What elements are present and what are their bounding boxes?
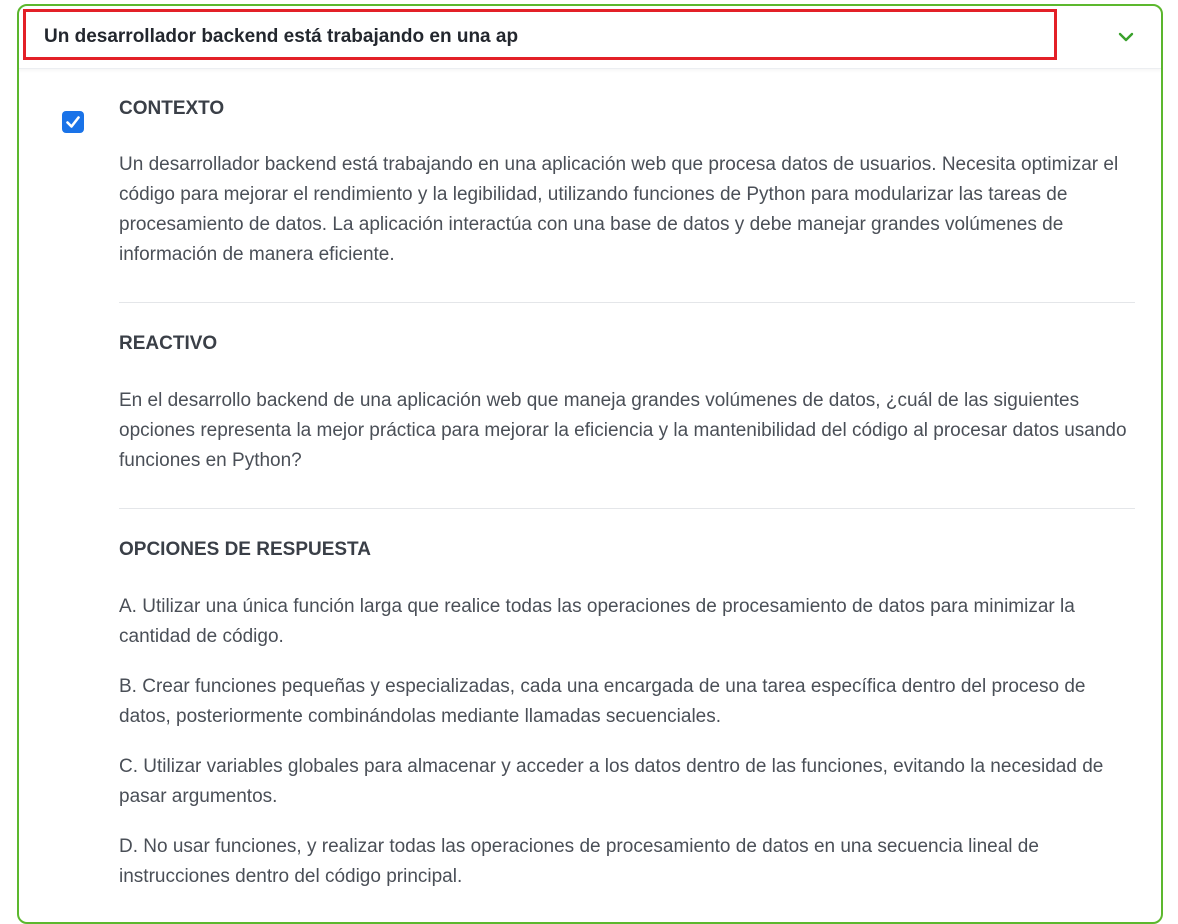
reactivo-text: En el desarrollo backend de una aplicación web que maneja grandes volúmenes de datos, ¿cuál de las siguientes opciones representa la mejor práctica para mejorar la eficiencia y la mantenibilidad del código al procesar datos usando funciones en Python?	[119, 390, 1127, 471]
check-icon	[65, 114, 81, 130]
title-highlight-box	[23, 9, 1057, 60]
context-text: Un desarrollador backend está trabajando en una aplicación web que procesa datos de usuarios. Necesita optimizar el código para mejorar el rendimiento y la legibilidad, utilizando funciones de Python para modularizar las tareas de procesamiento de datos. La aplicación interactúa con una base de datos y debe manejar grandes volúmenes de información de manera eficiente.	[119, 154, 1119, 265]
option-a: A. Utilizar una única función larga que realice todas las operaciones de procesamiento de datos para minimizar la cantidad de código.	[119, 596, 1075, 647]
options-heading: OPCIONES DE RESPUESTA	[119, 539, 371, 560]
reactivo-heading: REACTIVO	[119, 333, 218, 354]
card-header[interactable]	[19, 6, 1161, 69]
context-heading: CONTEXTO	[119, 98, 225, 119]
question-checkbox[interactable]	[62, 111, 84, 133]
chevron-down-icon[interactable]	[1115, 26, 1137, 48]
option-c: C. Utilizar variables globales para almacenar y acceder a los datos dentro de las funciones, evitando la necesidad de pasar argumentos.	[119, 756, 1104, 807]
option-b: B. Crear funciones pequeñas y especializadas, cada una encargada de una tarea específica dentro del proceso de datos, posteriormente combinándolas mediante llamadas secuenciales.	[119, 676, 1086, 727]
card-title: Un desarrollador backend está trabajando en una ap	[44, 26, 519, 47]
question-card	[17, 4, 1163, 924]
question-content	[119, 94, 1135, 892]
option-d: D. No usar funciones, y realizar todas las operaciones de procesamiento de datos en una secuencia lineal de instrucciones dentro del código principal.	[119, 836, 1039, 887]
